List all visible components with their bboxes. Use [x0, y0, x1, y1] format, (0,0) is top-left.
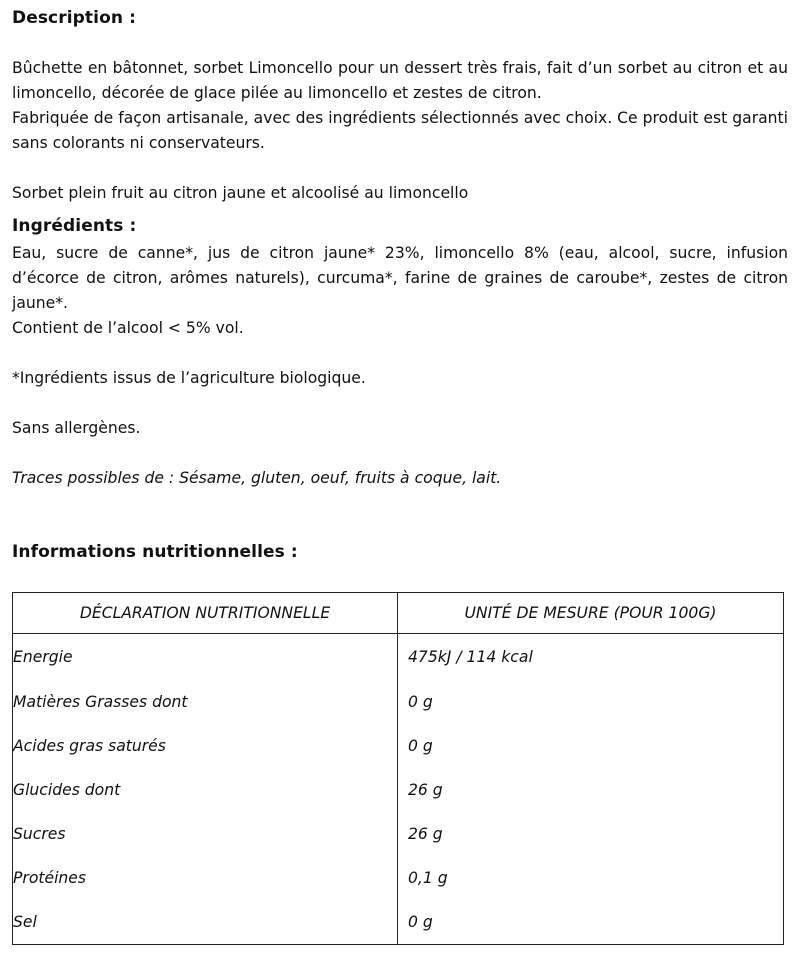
nutrient-value: 26 g	[398, 768, 784, 812]
table-row	[13, 724, 784, 768]
nutrition-table	[12, 592, 784, 945]
description-heading: Description :	[12, 8, 136, 28]
header-unit: UNITÉ DE MESURE (POUR 100G)	[398, 593, 784, 634]
table-row	[13, 900, 784, 945]
nutrient-value: 0 g	[398, 900, 784, 945]
nutrient-value: 0 g	[398, 680, 784, 724]
table-row	[13, 634, 784, 681]
nutrient-label: Protéines	[13, 856, 398, 900]
nutrient-value: 0,1 g	[398, 856, 784, 900]
allergen-statement: Sans allergènes.	[12, 419, 141, 437]
nutrient-label: Glucides dont	[13, 768, 398, 812]
nutrition-heading: Informations nutritionnelles :	[12, 542, 298, 562]
nutrient-label: Sucres	[13, 812, 398, 856]
traces-statement: Traces possibles de : Sésame, gluten, oeuf, fruits à coque, lait.	[12, 469, 502, 487]
nutrient-label: Energie	[13, 634, 398, 681]
nutrient-label: Acides gras saturés	[13, 724, 398, 768]
alcohol-notice: Contient de l’alcool < 5% vol.	[12, 319, 244, 337]
table-row	[13, 812, 784, 856]
ingredients-list: Eau, sucre de canne*, jus de citron jaune* 23%, limoncello 8% (eau, alcool, sucre, infusion d’écorce de citron, arômes naturels), curcuma*, farine de graines de caroube*, zestes de citron jaune*.	[12, 244, 788, 312]
nutrient-value: 475kJ / 114 kcal	[398, 634, 784, 681]
table-row	[13, 856, 784, 900]
table-row	[13, 680, 784, 724]
nutrition-table-header	[13, 593, 784, 634]
sorbet-summary: Sorbet plein fruit au citron jaune et alcoolisé au limoncello	[12, 184, 469, 202]
description-block	[12, 56, 788, 156]
description-paragraph-2: Fabriquée de façon artisanale, avec des ingrédients sélectionnés avec choix. Ce produit est garanti sans colorants ni conservateurs.	[12, 109, 788, 152]
nutrient-value: 26 g	[398, 812, 784, 856]
ingredients-heading: Ingrédients :	[12, 216, 137, 236]
nutrient-value: 0 g	[398, 724, 784, 768]
nutrient-label: Matières Grasses dont	[13, 680, 398, 724]
description-paragraph-1: Bûchette en bâtonnet, sorbet Limoncello pour un dessert très frais, fait d’un sorbet au citron et au limoncello, décorée de glace pilée au limoncello et zestes de citron.	[12, 59, 788, 102]
table-row	[13, 768, 784, 812]
nutrient-label: Sel	[13, 900, 398, 945]
header-declaration: DÉCLARATION NUTRITIONNELLE	[13, 593, 398, 634]
organic-note: *Ingrédients issus de l’agriculture biologique.	[12, 369, 366, 387]
